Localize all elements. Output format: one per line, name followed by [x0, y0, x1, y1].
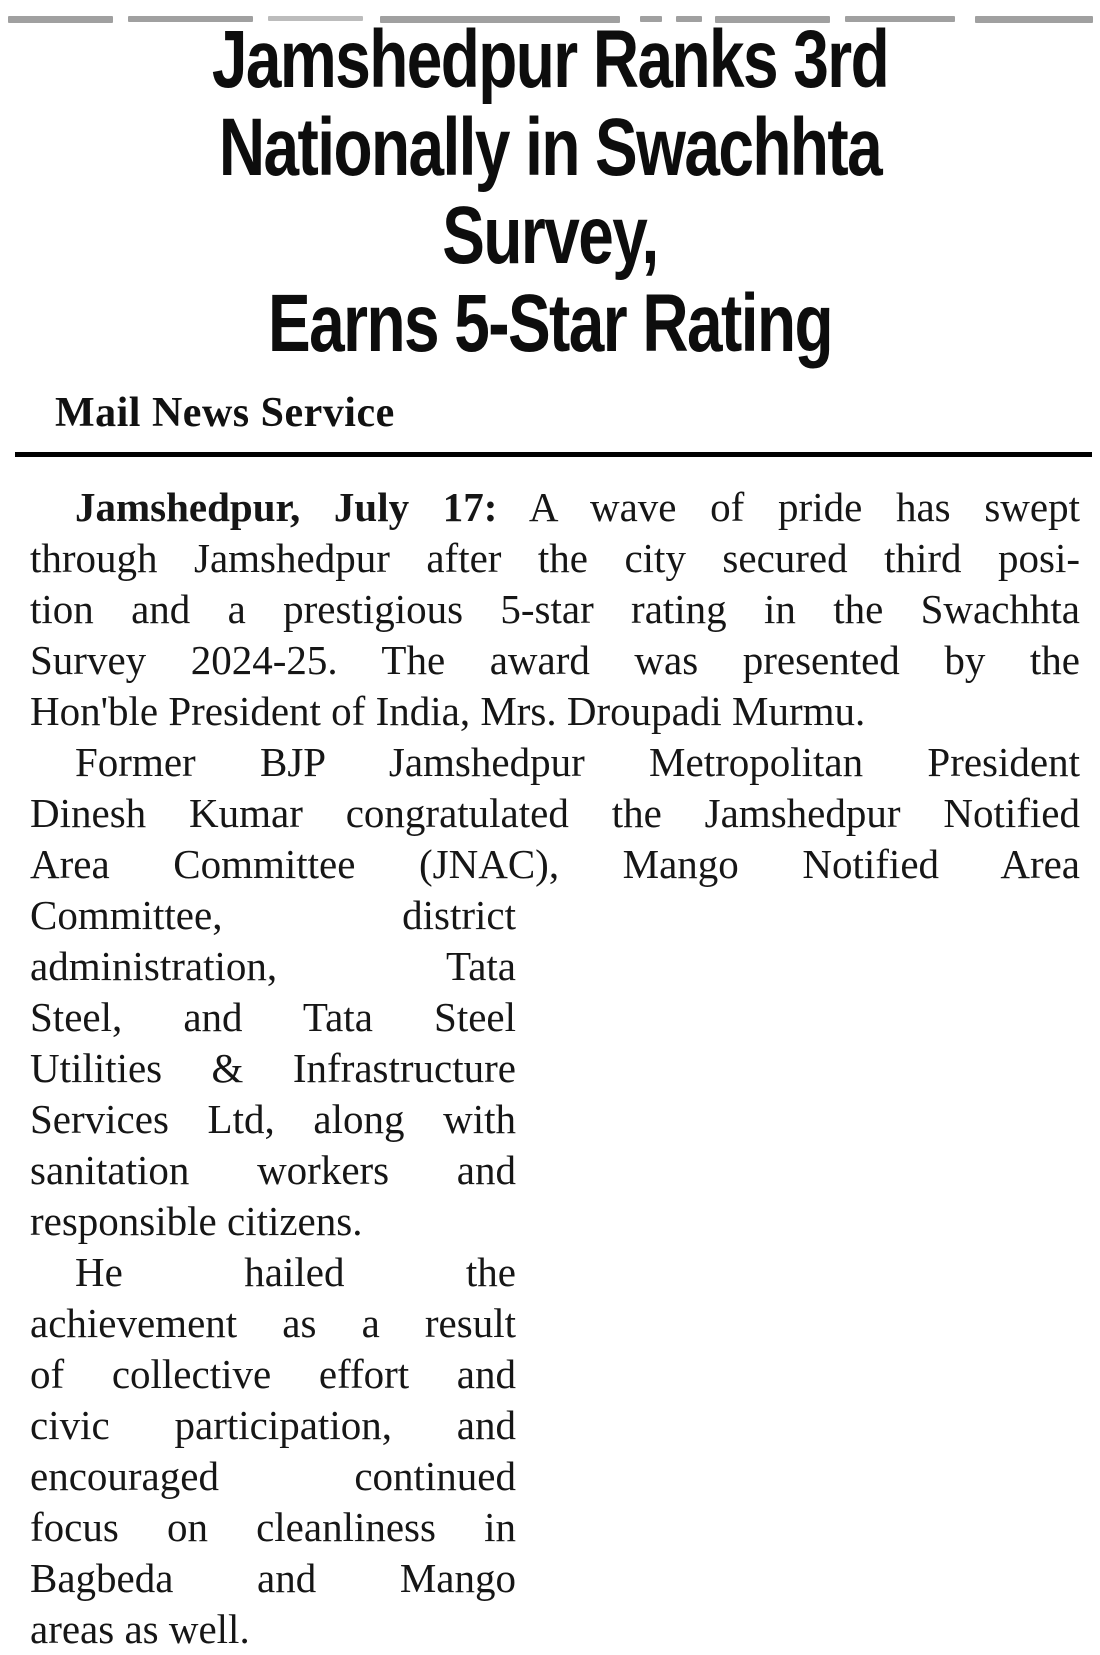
dateline: Jamshedpur, July 17:: [75, 484, 498, 530]
article-line: encouraged continued: [30, 1453, 516, 1499]
article-line: [30, 482, 1080, 533]
article-line: Committee, district: [30, 892, 516, 938]
article-line: He hailed the: [75, 1249, 516, 1295]
article-line: Former BJP Jamshedpur Metropolitan President: [75, 739, 1080, 785]
narrow-column: [30, 890, 516, 1655]
article-line: Hon'ble President of India, Mrs. Droupadi Murmu.: [30, 688, 866, 734]
headline-line-3: Earns 5-Star Rating: [268, 278, 832, 369]
article-line: civic participation, and: [30, 1402, 516, 1448]
article-line: Bagbeda and Mango: [30, 1555, 516, 1601]
article-line: Services Ltd, along with: [30, 1096, 516, 1142]
article-line: tion and a prestigious 5-star rating in the Swachhta: [30, 586, 1080, 632]
article-line: administration, Tata: [30, 943, 516, 989]
article-line: Area Committee (JNAC), Mango Notified Area: [30, 841, 1080, 887]
article-line: Steel, and Tata Steel: [30, 994, 516, 1040]
article-line: Survey 2024-25. The award was presented by the: [30, 637, 1080, 683]
article-line: focus on cleanliness in: [30, 1504, 516, 1550]
article-line: sanitation workers and: [30, 1147, 516, 1193]
fragment-dash: [975, 16, 1093, 23]
article-line: areas as well.: [30, 1606, 250, 1652]
fragment-dash: [8, 16, 113, 23]
article-headline: [121, 16, 979, 368]
headline-line-2: Nationally in Swachhta Survey,: [218, 102, 882, 281]
article-line: Dinesh Kumar congratulated the Jamshedpur Notified: [30, 790, 1080, 836]
article-line: responsible citizens.: [30, 1198, 363, 1244]
headline-line-1: Jamshedpur Ranks 3rd: [211, 14, 889, 105]
article-body: [30, 482, 1080, 1655]
article-line: achievement as a result: [30, 1300, 516, 1346]
article-line: through Jamshedpur after the city secured third posi-: [30, 535, 1080, 581]
article-line: Utilities & Infrastructure: [30, 1045, 516, 1091]
divider-rule: [15, 452, 1092, 457]
article-text: A wave of pride has swept: [528, 484, 1081, 530]
article-line: of collective effort and: [30, 1351, 516, 1397]
byline: Mail News Service: [55, 390, 395, 436]
